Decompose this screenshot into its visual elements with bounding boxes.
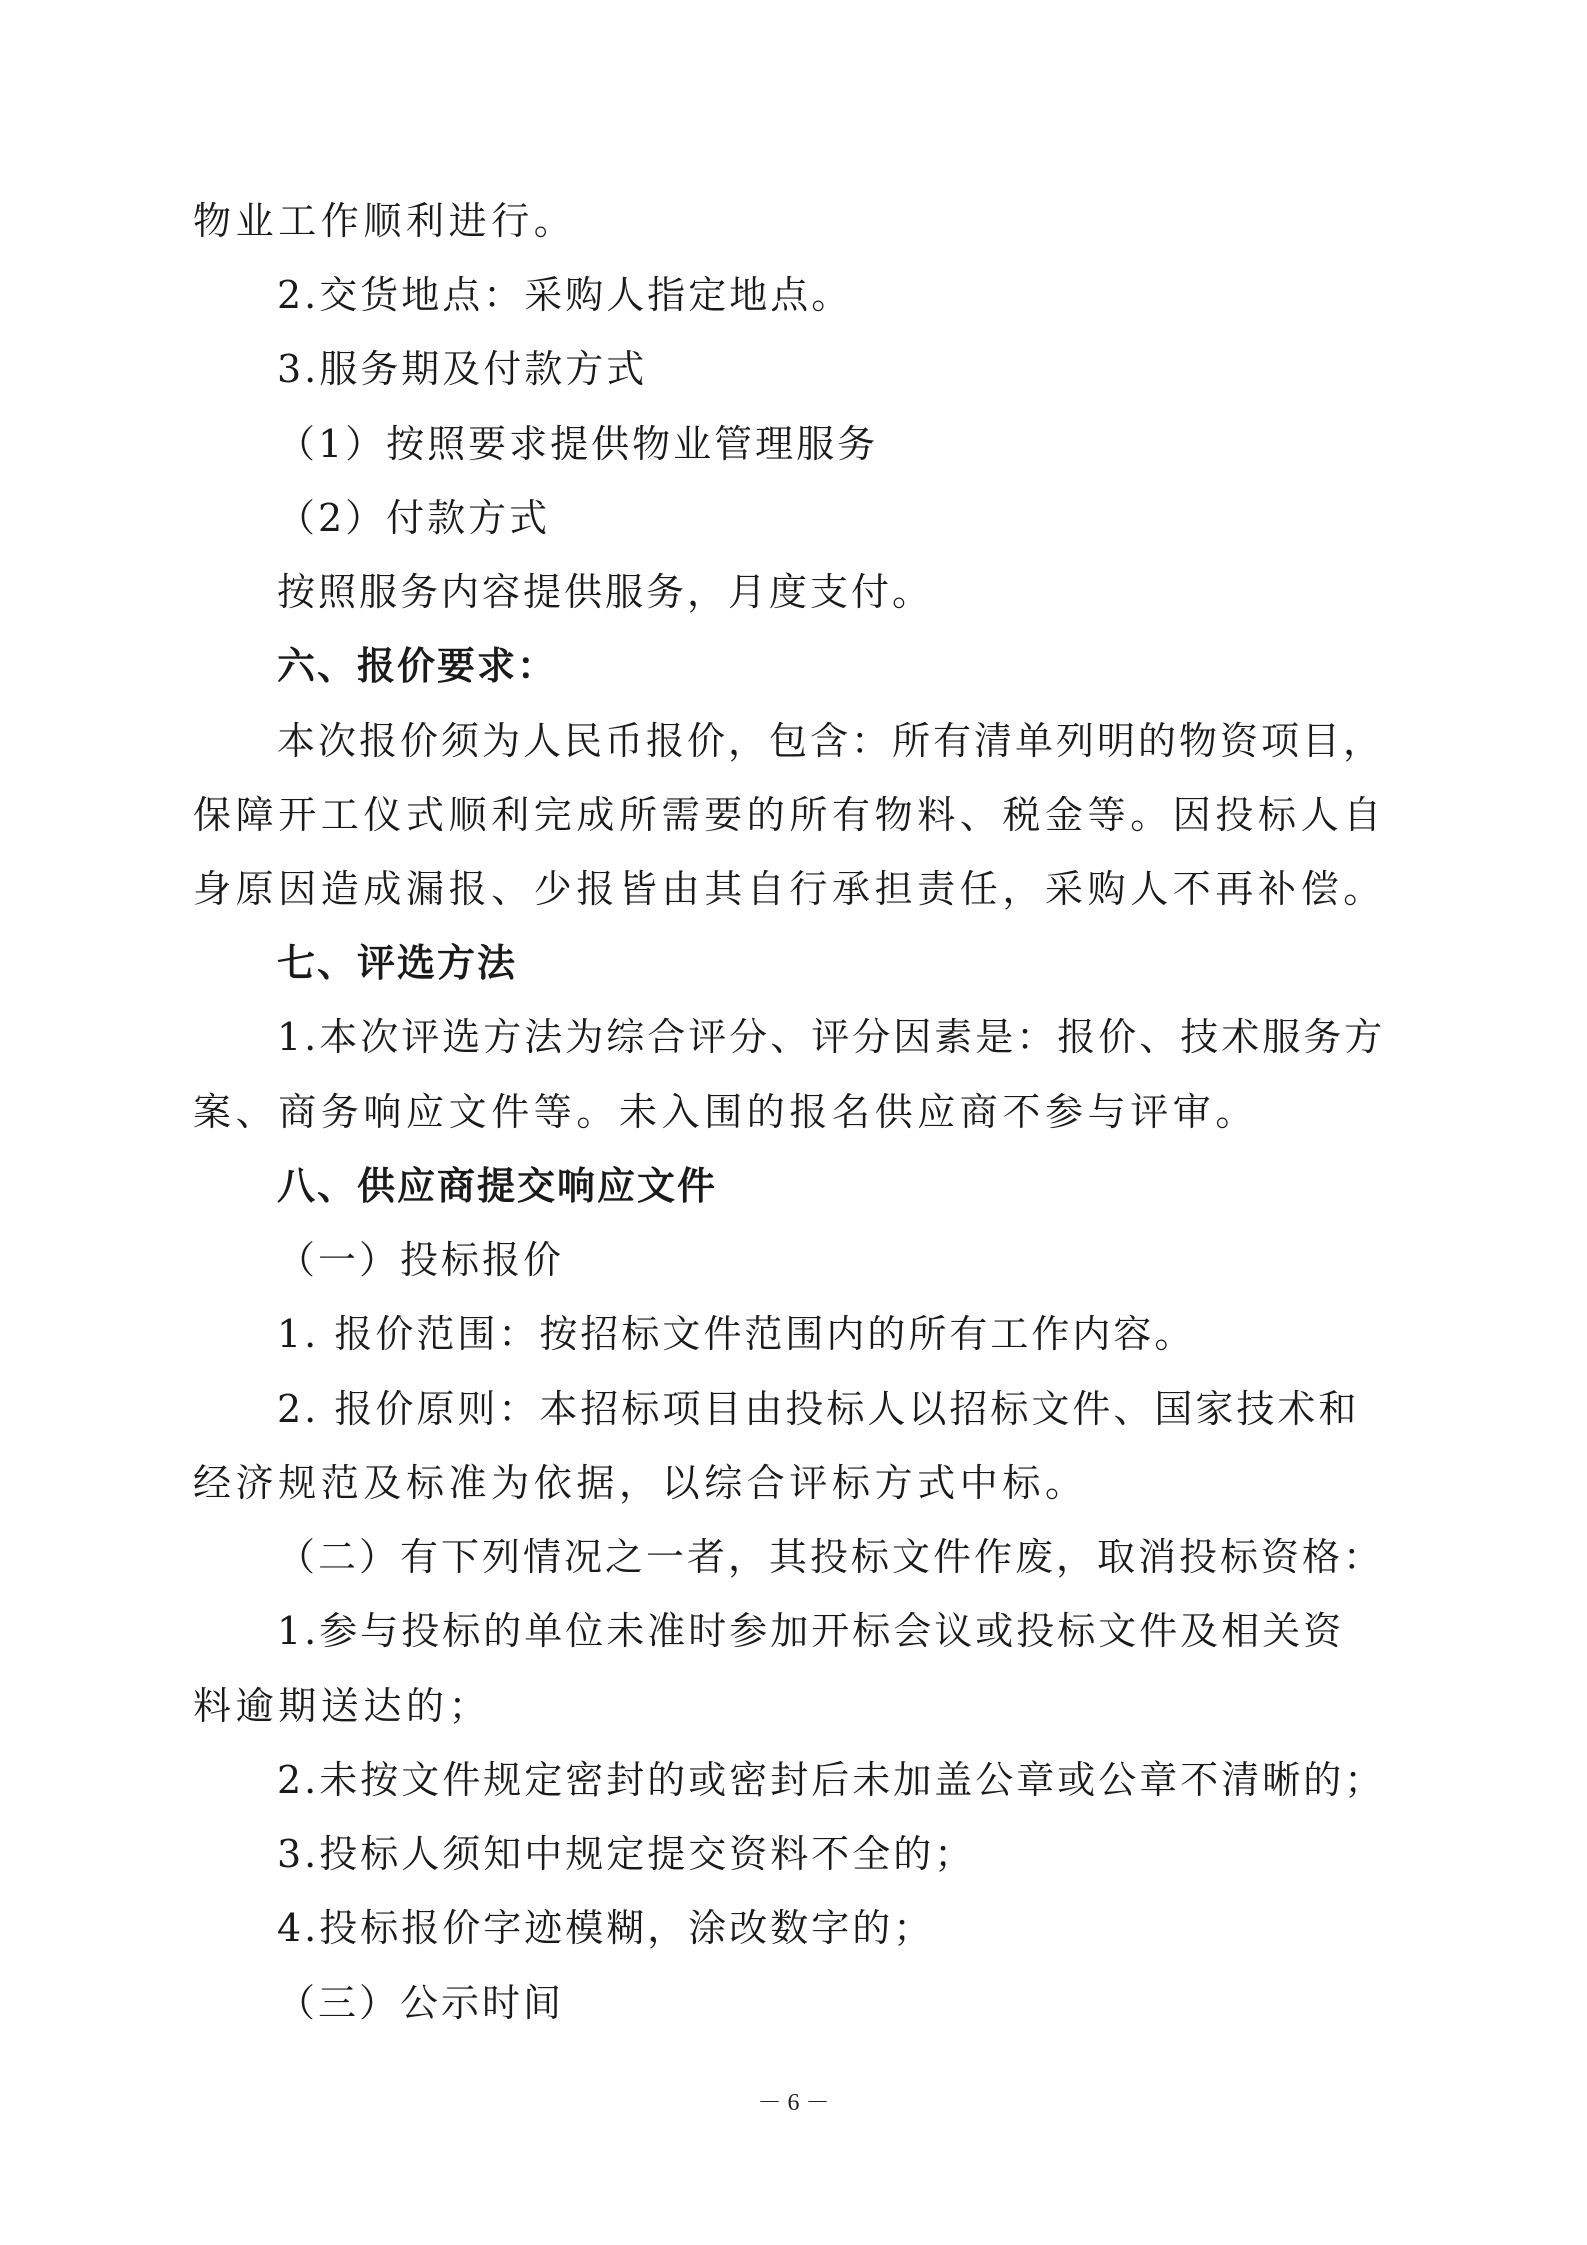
paragraph-line: 4.投标报价字迹模糊，涂改数字的； — [277, 1906, 935, 1950]
section-heading: 八、供应商提交响应文件 — [277, 1164, 718, 1208]
paragraph-line: 料逾期送达的； — [193, 1684, 492, 1728]
page-number: － 6 － — [757, 2090, 830, 2116]
paragraph-line: （二）有下列情况之一者，其投标文件作废，取消投标资格： — [277, 1535, 1385, 1579]
paragraph-line: 3.服务期及付款方式 — [277, 347, 648, 391]
paragraph-line: 经济规范及标准为依据，以综合评标方式中标。 — [193, 1461, 1088, 1505]
paragraph-line: （2）付款方式 — [277, 496, 551, 540]
paragraph-line: 1. 报价范围：按招标文件范围内的所有工作内容。 — [277, 1312, 1196, 1356]
section-heading: 七、评选方法 — [277, 941, 518, 985]
paragraph-line: 按照服务内容提供服务，月度支付。 — [277, 570, 934, 614]
paragraph-line: 2. 报价原则：本招标项目由投标人以招标文件、国家技术和 — [277, 1387, 1360, 1431]
paragraph-line: （一）投标报价 — [277, 1238, 565, 1282]
paragraph-line: 3.投标人须知中规定提交资料不全的； — [277, 1832, 976, 1876]
paragraph-line: 2.交货地点：采购人指定地点。 — [277, 273, 853, 317]
paragraph-line: 案、商务响应文件等。未入围的报名供应商不参与评审。 — [193, 1090, 1259, 1134]
paragraph-line: 身原因造成漏报、少报皆由其自行承担责任，采购人不再补偿。 — [193, 867, 1386, 911]
paragraph-line: 本次报价须为人民币报价，包含：所有清单列明的物资项目， — [277, 719, 1385, 763]
paragraph-line: 1.参与投标的单位未准时参加开标会议或投标文件及相关资 — [277, 1609, 1345, 1653]
paragraph-line: 2.未按文件规定密封的或密封后未加盖公章或公章不清晰的； — [277, 1758, 1386, 1802]
paragraph-line: 物业工作顺利进行。 — [193, 199, 577, 243]
paragraph-line: （三）公示时间 — [277, 1981, 565, 2025]
paragraph-line: （1）按照要求提供物业管理服务 — [277, 422, 879, 466]
section-heading: 六、报价要求： — [277, 644, 558, 688]
paragraph-line: 保障开工仪式顺利完成所需要的所有物料、税金等。因投标人自 — [193, 793, 1386, 837]
paragraph-line: 1.本次评选方法为综合评分、评分因素是：报价、技术服务方 — [277, 1015, 1386, 1059]
